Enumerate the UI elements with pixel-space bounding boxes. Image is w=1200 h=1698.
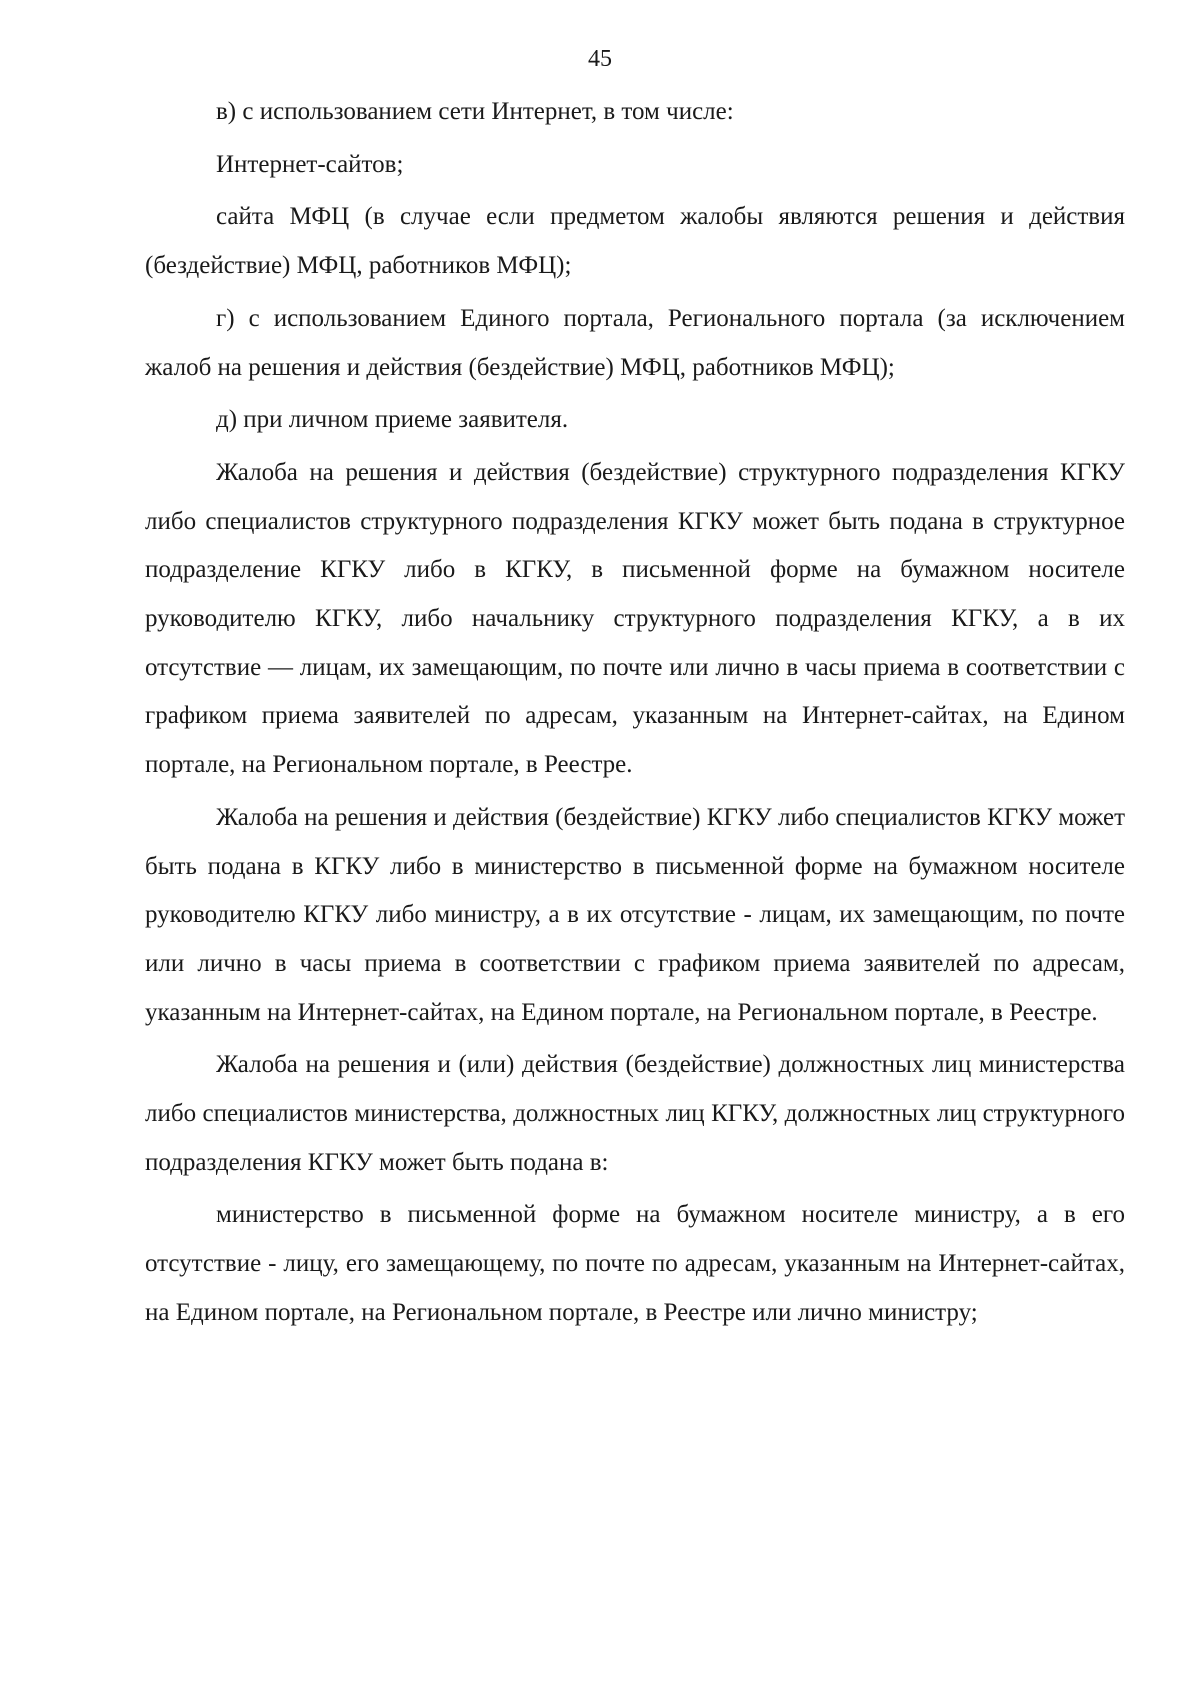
paragraph-personal-reception: д) при личном приеме заявителя. <box>216 406 569 434</box>
paragraph-internet-sites: Интернет-сайтов; <box>216 150 404 178</box>
paragraph-unified-portal: г) с использованием Единого портала, Регионального портала (за исключением жалоб на решения и действия (бездействие) МФЦ, работников МФЦ); <box>145 304 1125 381</box>
document-body <box>145 88 1125 1338</box>
page-number: 45 <box>588 46 612 72</box>
paragraph-mfc-site: сайта МФЦ (в случае если предметом жалобы являются решения и действия (бездействие) МФЦ, работников МФЦ); <box>145 203 1125 280</box>
paragraph-complaint-officials: Жалоба на решения и (или) действия (бездействие) должностных лиц министерства либо специалистов министерства, должностных лиц КГКУ, должностных лиц структурного подразделения КГКУ может быть подана в: <box>145 1051 1125 1176</box>
paragraph-ministry: министерство в письменной форме на бумажном носителе министру, а в его отсутствие - лицу, его замещающему, по почте по адресам, указанным на Интернет-сайтах, на Едином портале, на Региональном портале, в Реестре или лично министру; <box>145 1201 1125 1326</box>
paragraph-complaint-kgku: Жалоба на решения и действия (бездействие) КГКУ либо специалистов КГКУ может быть подана в КГКУ либо в министерство в письменной форме на бумажном носителе руководителю КГКУ либо министру, а в их отсутствие - лицам, их замещающим, по почте или лично в часы приема в соответствии с графиком приема заявителей по адресам, указанным на Интернет-сайтах, на Едином портале, на Региональном портале, в Реестре. <box>145 803 1125 1026</box>
paragraph-complaint-structural-unit: Жалоба на решения и действия (бездействие) структурного подразделения КГКУ либо специалистов структурного подразделения КГКУ может быть подана в структурное подразделение КГКУ либо в КГКУ, в письменной форме на бумажном носителе руководителю КГКУ, либо начальнику структурного подразделения КГКУ, а в их отсутствие — лицам, их замещающим, по почте или лично в часы приема в соответствии с графиком приема заявителей по адресам, указанным на Интернет-сайтах, на Едином портале, на Региональном портале, в Реестре. <box>145 458 1125 779</box>
paragraph-internet: в) с использованием сети Интернет, в том числе: <box>216 98 734 125</box>
